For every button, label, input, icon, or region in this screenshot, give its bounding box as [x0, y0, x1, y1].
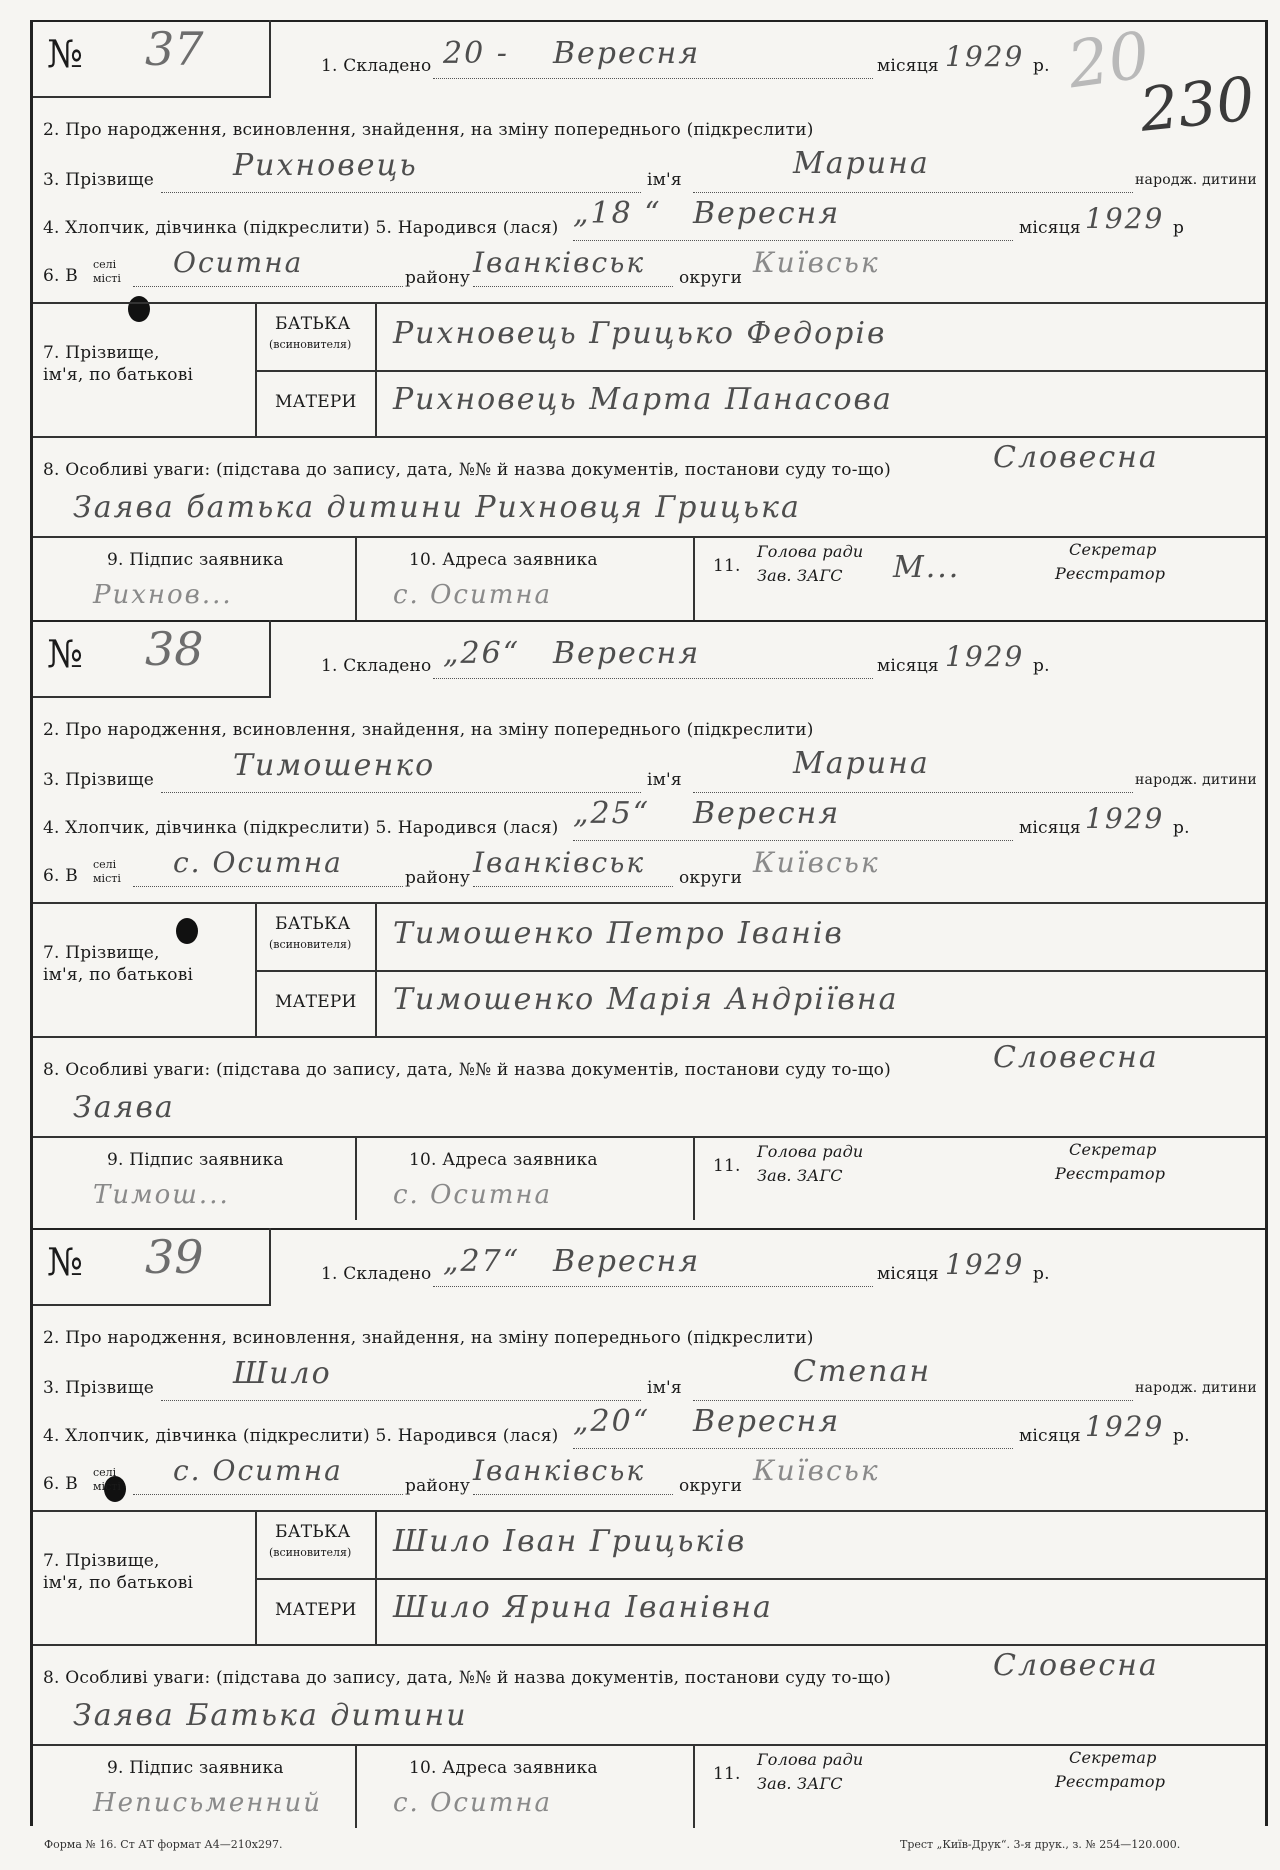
notes-handwritten: Заява Батька дитини [73, 1698, 468, 1733]
mother-name: Шило Ярина Іванівна [393, 1590, 773, 1625]
notes-handwritten: Словесна [993, 1040, 1159, 1075]
birth-underline [573, 840, 1013, 841]
birth-underline [573, 1448, 1013, 1449]
compiled-underline [433, 78, 873, 79]
birth-day: „25“ [573, 796, 651, 831]
head-label: Голова ради [757, 1142, 864, 1161]
place-village-label: селі [93, 1466, 117, 1479]
surname-underline [161, 792, 641, 793]
number-sign: № [47, 632, 83, 676]
number-sign: № [47, 1240, 83, 1284]
record-number-box [33, 20, 271, 98]
signature-divider [693, 1744, 695, 1828]
father-label: БАТЬКА [275, 914, 351, 934]
parents-divider [255, 902, 257, 1036]
form-footer-right: Трест „Київ-Друк“. 3-я друк., з. № 254—120.000. [900, 1838, 1181, 1851]
event-type-label: 2. Про народження, всиновлення, знайдення, на зміну попереднього (підкреслити) [43, 1328, 814, 1348]
place-village-label: селі [93, 858, 117, 871]
surname-underline [161, 1400, 641, 1401]
gender-birth-label: 4. Хлопчик, дівчинка (підкреслити) 5. Народився (лася) [43, 1426, 559, 1446]
notes-label: 8. Особливі уваги: (підстава до запису, дата, №№ й назва документів, постанови суду то-що) [43, 460, 891, 480]
registry-head-label: Зав. ЗАГС [757, 566, 843, 585]
birth-place: Оситна [173, 246, 304, 279]
mother-name: Тимошенко Марія Андріївна [393, 982, 899, 1017]
year-suffix: р. [1033, 656, 1050, 676]
registry-head-label: Зав. ЗАГС [757, 1166, 843, 1185]
mother-label: МАТЕРИ [275, 1600, 357, 1620]
notes-handwritten: Заява [73, 1090, 175, 1125]
birth-year: 1929 [1085, 1410, 1165, 1443]
gender-birth-label: 4. Хлопчик, дівчинка (підкреслити) 5. Народився (лася) [43, 818, 559, 838]
birth-year-suffix: р. [1173, 818, 1190, 838]
applicant-sign-label: 9. Підпис заявника [107, 1150, 284, 1170]
head-label: Голова ради [757, 1750, 864, 1769]
record-number: 38 [145, 622, 204, 676]
parents-label: 7. Прізвище, ім'я, по батькові [43, 343, 194, 385]
secretary-label: Секретар [1069, 1748, 1157, 1767]
parents-top-rule [33, 1510, 1265, 1512]
birth-month: Вересня [693, 196, 841, 231]
event-type-label: 2. Про народження, всиновлення, знайдення, на зміну попереднього (підкреслити) [43, 120, 814, 140]
notes-top-rule [33, 436, 1265, 438]
parents-label: 7. Прізвище, ім'я, по батькові [43, 1551, 194, 1593]
name-underline [693, 192, 1133, 193]
child-surname: Шило [233, 1356, 332, 1391]
okrug-name: Київськ [753, 246, 880, 279]
place-town-label: місті [93, 272, 121, 285]
birth-month: Вересня [693, 1404, 841, 1439]
birth-place: с. Оситна [173, 846, 343, 879]
applicant-address: с. Оситна [393, 580, 552, 610]
compiled-month: Вересня [553, 36, 701, 71]
place-label: 6. В [43, 1474, 78, 1494]
district-name: Іванківськ [473, 246, 646, 279]
mother-label: МАТЕРИ [275, 992, 357, 1012]
compiled-day: „27“ [443, 1244, 521, 1279]
parents-top-rule [33, 302, 1265, 304]
applicant-signature: Рихнов... [93, 580, 233, 610]
year-suffix: р. [1033, 56, 1050, 76]
head-label: Голова ради [757, 542, 864, 561]
birth-month-word: місяця [1019, 1426, 1081, 1446]
place-village-label: селі [93, 258, 117, 271]
compiled-underline [433, 678, 873, 679]
applicant-address: с. Оситна [393, 1788, 552, 1818]
month-word: місяця [877, 656, 939, 676]
birth-day: „18 “ [573, 196, 662, 231]
birth-year-suffix: р [1173, 218, 1185, 238]
father-label: БАТЬКА [275, 1522, 351, 1542]
compiled-label: 1. Складено [321, 1264, 432, 1284]
child-surname: Тимошенко [233, 748, 436, 783]
birth-year-suffix: р. [1173, 1426, 1190, 1446]
child-label: народж. дитини [1135, 1380, 1257, 1396]
father-label: БАТЬКА [275, 314, 351, 334]
surname-underline [161, 192, 641, 193]
surname-label: 3. Прізвище [43, 1378, 155, 1398]
compiled-month: Вересня [553, 636, 701, 671]
signature-divider [693, 536, 695, 620]
okrug-label: округи [679, 1476, 743, 1496]
name-underline [693, 792, 1133, 793]
place-town-label: місті [93, 872, 121, 885]
corner-mark-pencil: 20 [1063, 18, 1155, 104]
birth-record [30, 20, 1268, 620]
father-sub-label: (всиновителя) [269, 338, 352, 351]
notes-handwritten: Словесна [993, 1648, 1159, 1683]
place-label: 6. В [43, 866, 78, 886]
parents-mid-rule [255, 970, 1265, 972]
okrug-label: округи [679, 268, 743, 288]
child-name: Марина [793, 146, 930, 181]
child-label: народж. дитини [1135, 772, 1257, 788]
signature-top-rule [33, 1136, 1265, 1138]
district-underline [473, 886, 673, 887]
event-type-label: 2. Про народження, всиновлення, знайдення, на зміну попереднього (підкреслити) [43, 720, 814, 740]
birth-month-word: місяця [1019, 818, 1081, 838]
compiled-day: „26“ [443, 636, 521, 671]
child-label: народж. дитини [1135, 172, 1257, 188]
parents-mid-rule [255, 370, 1265, 372]
birth-month: Вересня [693, 796, 841, 831]
okrug-name: Київськ [753, 846, 880, 879]
place-town-label: місті [93, 1480, 121, 1493]
compiled-month: Вересня [553, 1244, 701, 1279]
district-underline [473, 286, 673, 287]
applicant-address-label: 10. Адреса заявника [409, 1150, 598, 1170]
father-name: Тимошенко Петро Іванів [393, 916, 844, 951]
name-label: ім'я [647, 770, 682, 790]
mother-label: МАТЕРИ [275, 392, 357, 412]
signature-divider [355, 1136, 357, 1220]
year-suffix: р. [1033, 1264, 1050, 1284]
birth-record [30, 1228, 1268, 1826]
notes-handwritten: Заява батька дитини Рихновця Грицька [73, 490, 801, 525]
place-underline [133, 886, 403, 887]
applicant-sign-label: 9. Підпис заявника [107, 550, 284, 570]
district-label: району [405, 868, 471, 888]
record-number-box [33, 1228, 271, 1306]
applicant-signature: Неписьменний [93, 1788, 322, 1818]
compiled-year: 1929 [945, 1248, 1025, 1281]
district-name: Іванківськ [473, 846, 646, 879]
month-word: місяця [877, 1264, 939, 1284]
surname-label: 3. Прізвище [43, 170, 155, 190]
birth-year: 1929 [1085, 202, 1165, 235]
applicant-address-label: 10. Адреса заявника [409, 1758, 598, 1778]
registrar-label: Реєстратор [1055, 1772, 1166, 1791]
parents-divider [375, 902, 377, 1036]
notes-handwritten: Словесна [993, 440, 1159, 475]
compiled-year: 1929 [945, 40, 1025, 73]
record-number: 39 [145, 1230, 204, 1284]
parents-divider [255, 302, 257, 436]
compiled-day: 20 - [443, 36, 509, 71]
place-underline [133, 286, 403, 287]
month-word: місяця [877, 56, 939, 76]
district-label: району [405, 1476, 471, 1496]
signature-top-rule [33, 536, 1265, 538]
birth-place: с. Оситна [173, 1454, 343, 1487]
place-label: 6. В [43, 266, 78, 286]
notes-label: 8. Особливі уваги: (підстава до запису, дата, №№ й назва документів, постанови суду то-що) [43, 1668, 891, 1688]
registrar-label: Реєстратор [1055, 564, 1166, 583]
birth-day: „20“ [573, 1404, 651, 1439]
name-underline [693, 1400, 1133, 1401]
secretary-label: Секретар [1069, 1140, 1157, 1159]
okrug-name: Київськ [753, 1454, 880, 1487]
head-signature: М... [893, 550, 961, 585]
applicant-address-label: 10. Адреса заявника [409, 550, 598, 570]
compiled-year: 1929 [945, 640, 1025, 673]
child-surname: Рихновець [233, 148, 418, 183]
mother-name: Рихновець Марта Панасова [393, 382, 893, 417]
signature-divider [355, 1744, 357, 1828]
registrar-label: Реєстратор [1055, 1164, 1166, 1183]
applicant-signature: Тимош... [93, 1180, 230, 1210]
parents-mid-rule [255, 1578, 1265, 1580]
birth-month-word: місяця [1019, 218, 1081, 238]
record-number: 37 [145, 22, 204, 76]
district-underline [473, 1494, 673, 1495]
birth-record [30, 620, 1268, 1228]
district-label: району [405, 268, 471, 288]
notes-label: 8. Особливі уваги: (підстава до запису, дата, №№ й назва документів, постанови суду то-що) [43, 1060, 891, 1080]
gender-birth-label: 4. Хлопчик, дівчинка (підкреслити) 5. Народився (лася) [43, 218, 559, 238]
name-label: ім'я [647, 1378, 682, 1398]
signature-divider [355, 536, 357, 620]
father-name: Шило Іван Грицьків [393, 1524, 747, 1559]
form-footer-left: Форма № 16. Ст АТ формат А4—210х297. [44, 1838, 283, 1851]
father-sub-label: (всиновителя) [269, 938, 352, 951]
surname-label: 3. Прізвище [43, 770, 155, 790]
head-number: 11. [713, 1156, 741, 1176]
corner-mark-ink: 230 [1136, 64, 1258, 146]
head-number: 11. [713, 556, 741, 576]
birth-year: 1929 [1085, 802, 1165, 835]
parents-top-rule [33, 902, 1265, 904]
place-underline [133, 1494, 403, 1495]
father-name: Рихновець Грицько Федорів [393, 316, 887, 351]
child-name: Степан [793, 1354, 932, 1389]
notes-top-rule [33, 1644, 1265, 1646]
applicant-sign-label: 9. Підпис заявника [107, 1758, 284, 1778]
notes-top-rule [33, 1036, 1265, 1038]
parents-label: 7. Прізвище, ім'я, по батькові [43, 943, 194, 985]
compiled-label: 1. Складено [321, 656, 432, 676]
compiled-underline [433, 1286, 873, 1287]
compiled-label: 1. Складено [321, 56, 432, 76]
parents-divider [255, 1510, 257, 1644]
number-sign: № [47, 32, 83, 76]
okrug-label: округи [679, 868, 743, 888]
applicant-address: с. Оситна [393, 1180, 552, 1210]
signature-divider [693, 1136, 695, 1220]
registry-head-label: Зав. ЗАГС [757, 1774, 843, 1793]
district-name: Іванківськ [473, 1454, 646, 1487]
father-sub-label: (всиновителя) [269, 1546, 352, 1559]
record-number-box [33, 620, 271, 698]
secretary-label: Секретар [1069, 540, 1157, 559]
child-name: Марина [793, 746, 930, 781]
signature-top-rule [33, 1744, 1265, 1746]
parents-divider [375, 1510, 377, 1644]
parents-divider [375, 302, 377, 436]
head-number: 11. [713, 1764, 741, 1784]
birth-underline [573, 240, 1013, 241]
name-label: ім'я [647, 170, 682, 190]
